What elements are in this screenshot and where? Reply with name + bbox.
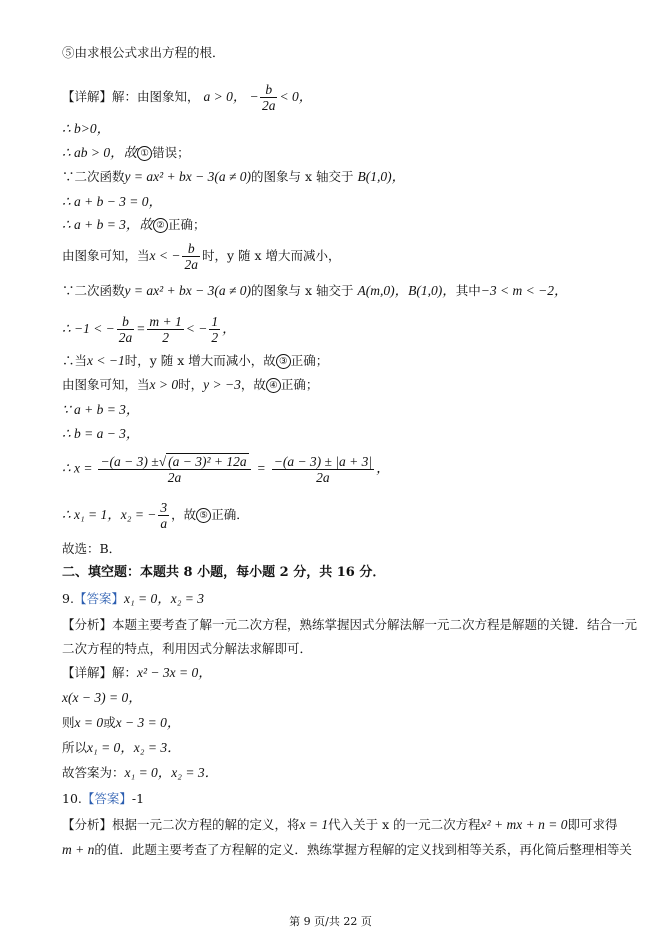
q9-detail: 【详解】解：x² − 3x = 0， — [62, 665, 212, 680]
q10-analysis-2: m + n的值．此题主要考查了方程解的定义．熟练掌握方程解的定义找到相等关系，再化简后整理相等关 — [62, 842, 632, 857]
line-ab-positive: ∴ ab > 0，故 ① 错误； — [62, 145, 190, 160]
line-roots-am: ∵二次函数y = ax² + bx − 3(a ≠ 0)的图象与 x 轴交于 A(m,0)，B(1,0)，其中−3 < m < −2， — [62, 283, 568, 298]
q9-analysis-1: 【分析】本题主要考查了解一元二次方程，熟练掌握因式分解法解一元二次方程是解题的关键．结合一元 — [62, 617, 638, 632]
line-since-sum: ∵ a + b = 3， — [62, 402, 140, 417]
line-roots: ∴ x₁ = 1，x₂ = − $\frac{3}{a}$ ，故 ⑤ 正确． — [62, 500, 249, 531]
line-detail-start: 【详解】解：由图象知， a > 0， − $\frac{b}{2a}$ < 0， — [62, 82, 313, 113]
fraction: $\frac{b}{2a}$ — [184, 241, 198, 272]
q9-so: 所以x₁ = 0，x₂ = 3． — [62, 740, 181, 755]
line-b-positive: ∴ b>0， — [62, 121, 111, 136]
line-function-b: ∵二次函数y = ax² + bx − 3(a ≠ 0)的图象与 x 轴交于 B(1,0)， — [62, 169, 406, 184]
q10-analysis-1: 【分析】根据一元二次方程的解的定义，将x = 1代入关于 x 的一元二次方程x² + mx + n = 0即可求得 — [62, 817, 618, 832]
line-quadratic-formula: ∴ x = $\frac{\text{−(a − 3) ±√ (a − 3)² + 12a}}{2a}$ = $\frac{-(a - 3) \pm |a + 3|}{2a}$ ， — [62, 453, 390, 485]
fraction: $\frac{\text{−(a − 3) ±√ (a − 3)² + 12a}}{2a}$ — [98, 453, 250, 485]
fraction: $\frac{-(a - 3) \pm |a + 3|}{2a}$ — [273, 453, 373, 485]
line-choose: 故选：B． — [62, 541, 122, 556]
line-step5: ⑤由求根公式求出方程的根． — [62, 45, 225, 60]
line-decrease: 由图象可知，当x < − $\frac{b}{2a}$ 时，y 随 x 增大而减小， — [62, 241, 341, 272]
line-sum-eq: ∴ a + b − 3 = 0， — [62, 194, 163, 209]
sqrt-sign-icon: √ — [158, 454, 167, 469]
line-step4: 由图象可知，当x > 0时，y > −3，故 ④ 正确； — [62, 377, 319, 392]
fraction: $\frac{m + 1}{2}$ — [149, 314, 182, 345]
line-sum-3: ∴ a + b = 3，故 ② 正确； — [62, 217, 206, 232]
q10-answer: 10.【答案】-1 — [62, 791, 145, 806]
fraction: $\frac{b}{2a}$ — [261, 82, 276, 113]
line-inequality: ∴ −1 < − $\frac{b}{2a}$ = $\frac{m + 1}{2}$ < − $\frac{1}{2}$ ， — [62, 314, 236, 345]
q9-analysis-2: 二次方程的特点，利用因式分解法求解即可． — [62, 641, 313, 656]
fraction: $\frac{b}{2a}$ — [118, 314, 133, 345]
q9-final: 故答案为：x₁ = 0，x₂ = 3． — [62, 765, 219, 780]
line-b-eq: ∴ b = a − 3， — [62, 426, 140, 441]
line-step3: ∴当x < −1时，y 随 x 增大而减小，故 ③ 正确； — [62, 353, 329, 368]
fraction: $\frac{3}{a}$ — [160, 500, 168, 531]
page-footer: 第 9 页/共 22 页 — [289, 915, 372, 928]
q9-answer: 9.【答案】x₁ = 0，x₂ = 3 — [62, 591, 205, 606]
q9-cases: 则x = 0或x − 3 = 0， — [62, 715, 181, 730]
section-heading: 二、填空题：本题共 8 小题，每小题 2 分，共 16 分． — [62, 565, 386, 580]
fraction: $\frac{1}{2}$ — [211, 314, 219, 345]
q9-factor: x(x − 3) = 0， — [62, 690, 142, 705]
